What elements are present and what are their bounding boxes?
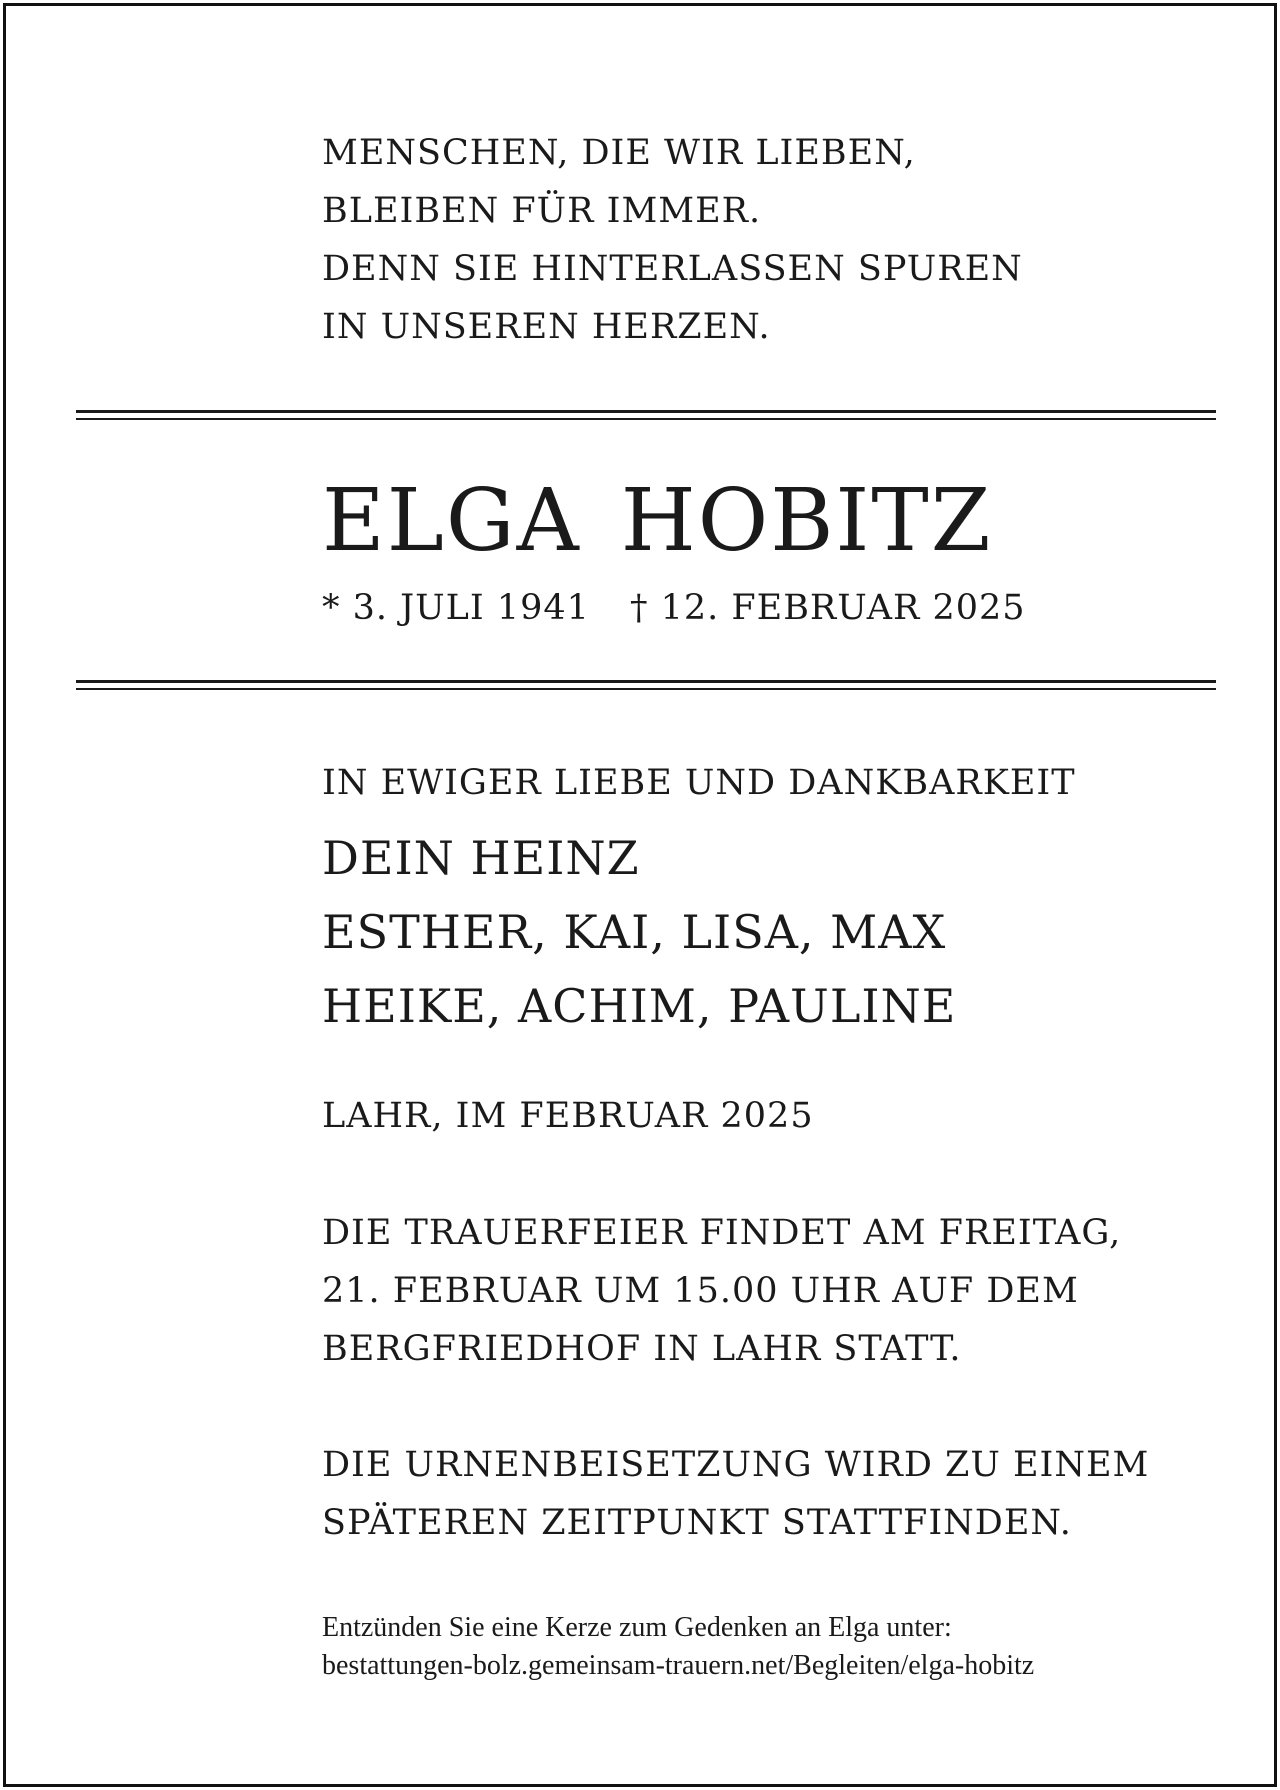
double-rule-bottom: [76, 680, 1216, 690]
ceremony-notice: [322, 1204, 1121, 1378]
mourner-line-1: DEIN HEINZ: [322, 831, 640, 885]
verse-line-3: DENN SIE HINTERLASSEN SPUREN: [322, 249, 1023, 289]
first-name: ELGA: [322, 471, 581, 571]
rule-line: [76, 410, 1216, 413]
birth-date: * 3. JULI 1941: [322, 588, 590, 628]
candle-notice: [322, 1609, 1034, 1685]
rule-line: [76, 680, 1216, 683]
memorial-verse: [322, 124, 1023, 356]
mourner-line-2: ESTHER, KAI, LISA, MAX: [322, 905, 947, 959]
deceased-name: [322, 471, 993, 571]
candle-text: Entzünden Sie eine Kerze zum Gedenken an Elga unter:: [322, 1612, 952, 1643]
last-name: HOBITZ: [620, 471, 993, 571]
mourners-list: [322, 821, 956, 1043]
burial-line-1: DIE URNENBEISETZUNG WIRD ZU EINEM: [322, 1445, 1150, 1485]
mourners-intro-text: IN EWIGER LIEBE UND DANKBARKEIT: [322, 763, 1076, 803]
place-date-text: LAHR, IM FEBRUAR 2025: [322, 1096, 814, 1136]
rule-line: [76, 688, 1216, 690]
ceremony-line-2: 21. FEBRUAR UM 15.00 UHR AUF DEM: [322, 1271, 1079, 1311]
verse-line-2: BLEIBEN FÜR IMMER.: [322, 191, 762, 231]
ceremony-line-3: BERGFRIEDHOF IN LAHR STATT.: [322, 1329, 962, 1369]
candle-link[interactable]: bestattungen-bolz.gemeinsam-trauern.net/Begleiten/elga-hobitz: [322, 1650, 1035, 1681]
obituary-frame: [3, 3, 1277, 1787]
place-date: [322, 1091, 814, 1141]
life-dates: [322, 586, 1026, 630]
burial-line-2: SPÄTEREN ZEITPUNKT STATTFINDEN.: [322, 1503, 1072, 1543]
ceremony-line-1: DIE TRAUERFEIER FINDET AM FREITAG,: [322, 1213, 1122, 1253]
double-rule-top: [76, 410, 1216, 420]
mourner-line-3: HEIKE, ACHIM, PAULINE: [322, 979, 957, 1033]
mourners-intro: [322, 758, 1076, 808]
verse-line-1: MENSCHEN, DIE WIR LIEBEN,: [322, 133, 916, 173]
burial-notice: [322, 1436, 1149, 1552]
death-date: † 12. FEBRUAR 2025: [629, 588, 1026, 628]
rule-line: [76, 418, 1216, 420]
verse-line-4: IN UNSEREN HERZEN.: [322, 307, 771, 347]
